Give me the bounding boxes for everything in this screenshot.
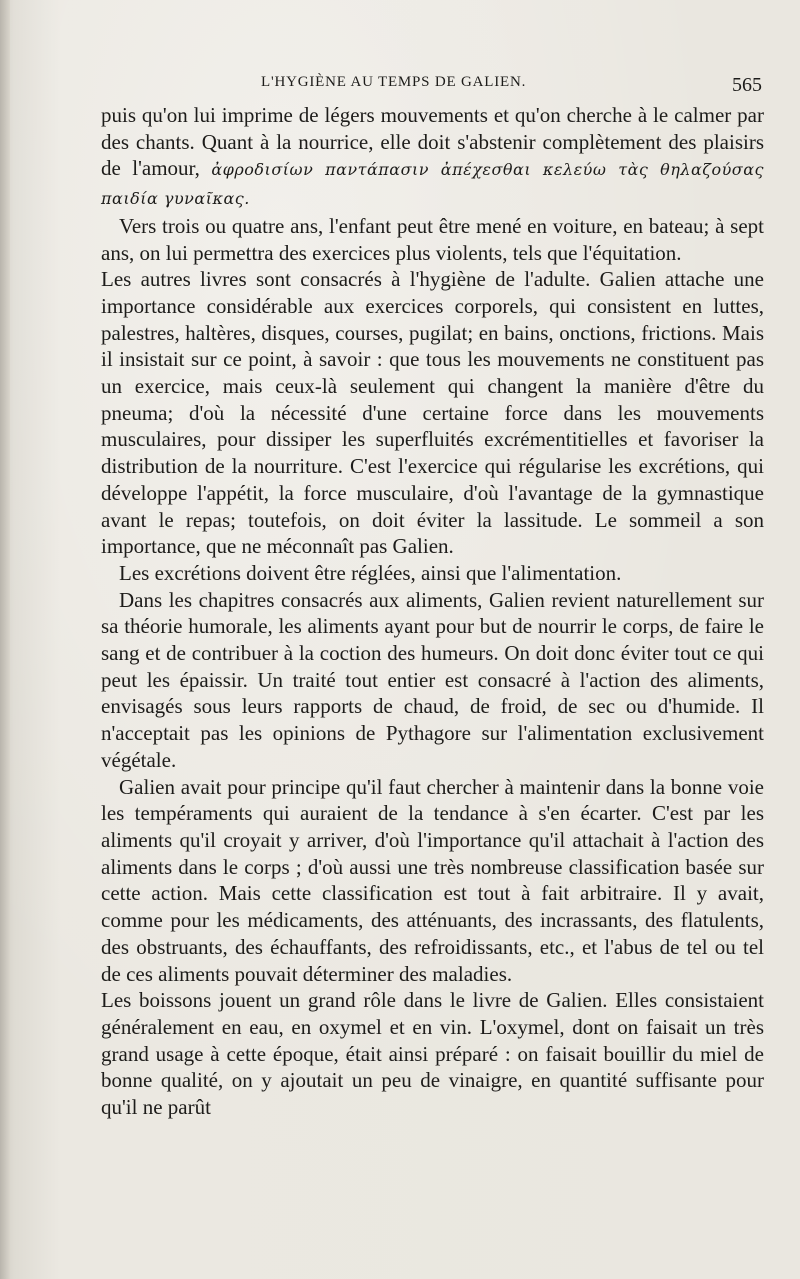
paragraph-4: Les excrétions doivent être réglées, ainsi que l'alimentation. [119,560,622,585]
running-head: L'HYGIÈNE AU TEMPS DE GALIEN. [261,74,527,90]
page-body [101,102,764,1121]
paragraph-1 [101,102,764,213]
page-gutter-shadow [0,0,10,1279]
paragraph-7: Les boissons jouent un grand rôle dans le livre de Galien. Elles consistaient généralement en eau, en oxymel et en vin. L'oxymel, dont on faisait un très grand usage à cette époque, était ainsi préparé : on faisait bouillir du miel de bonne qualité, on y ajoutait un peu de vinaigre, en quantité suffisante pour qu'il ne parût [101,988,764,1120]
greek-quotation: ἀφροδισίων παντάπασιν ἀπέχεσθαι κελεύω τὰς θηλαζούσας παιδία γυναῖκας. [101,160,764,209]
paragraph-3: Les autres livres sont consacrés à l'hygiène de l'adulte. Galien attache une importance considérable aux exercices corporels, qui consistent en luttes, palestres, haltères, disques, courses, pugilat; en bains, onctions, frictions. Mais il insistait sur ce point, à savoir : que tous les mouvements ne constituent pas un exercice, mais ceux-là seulement qui changent la manière d'être du pneuma; d'où la nécessité d'une certaine force dans les mouvements musculaires, pour dissiper les superfluités excrémentitielles et favoriser la distribution de la nourriture. C'est l'exercice qui régularise les excrétions, qui développe l'appétit, la force musculaire, d'où l'avantage de la gymnastique avant le repas; toutefois, on doit éviter la lassitude. Le sommeil a son importance, que ne méconnaît pas Galien. [101,267,764,559]
paragraph-2: Vers trois ou quatre ans, l'enfant peut être mené en voiture, en bateau; à sept ans, on lui permettra des exercices plus violents, tels que l'équitation. [101,213,764,265]
page-number: 565 [732,74,762,96]
paragraph-6: Galien avait pour principe qu'il faut chercher à maintenir dans la bonne voie les tempéraments qui auraient de la tendance à s'en écarter. C'est par les aliments qu'il croyait y arriver, d'où l'importance qu'il attachait à l'action des aliments dans le corps ; d'où aussi une très nombreuse classification basée sur cette action. Mais cette classification est tout à fait arbitraire. Il y avait, comme pour les médicaments, des atténuants, des incrassants, des flatulents, des obstruants, des échauffants, des refroidissants, etc., et l'abus de tel ou tel de ces aliments pouvait déterminer des maladies. [101,774,764,986]
page-header [101,66,764,102]
paragraph-1-text: puis qu'on lui imprime de légers mouvements et qu'on cherche à le calmer par des chants. Quant à la nourrice, elle doit s'abstenir complètement des plaisirs de l'amour, [101,103,764,181]
paragraph-5: Dans les chapitres consacrés aux aliments, Galien revient naturellement sur sa théorie humorale, les aliments ayant pour but de nourrir le corps, de faire le sang et de contribuer à la coction des humeurs. On doit donc éviter tout ce qui peut les épaissir. Un traité tout entier est consacré à l'action des aliments, envisagés sous leurs rapports de chaud, de froid, de sec ou d'humide. Il n'acceptait pas les opinions de Pythagore sur l'alimentation exclusivement végétale. [101,587,764,772]
